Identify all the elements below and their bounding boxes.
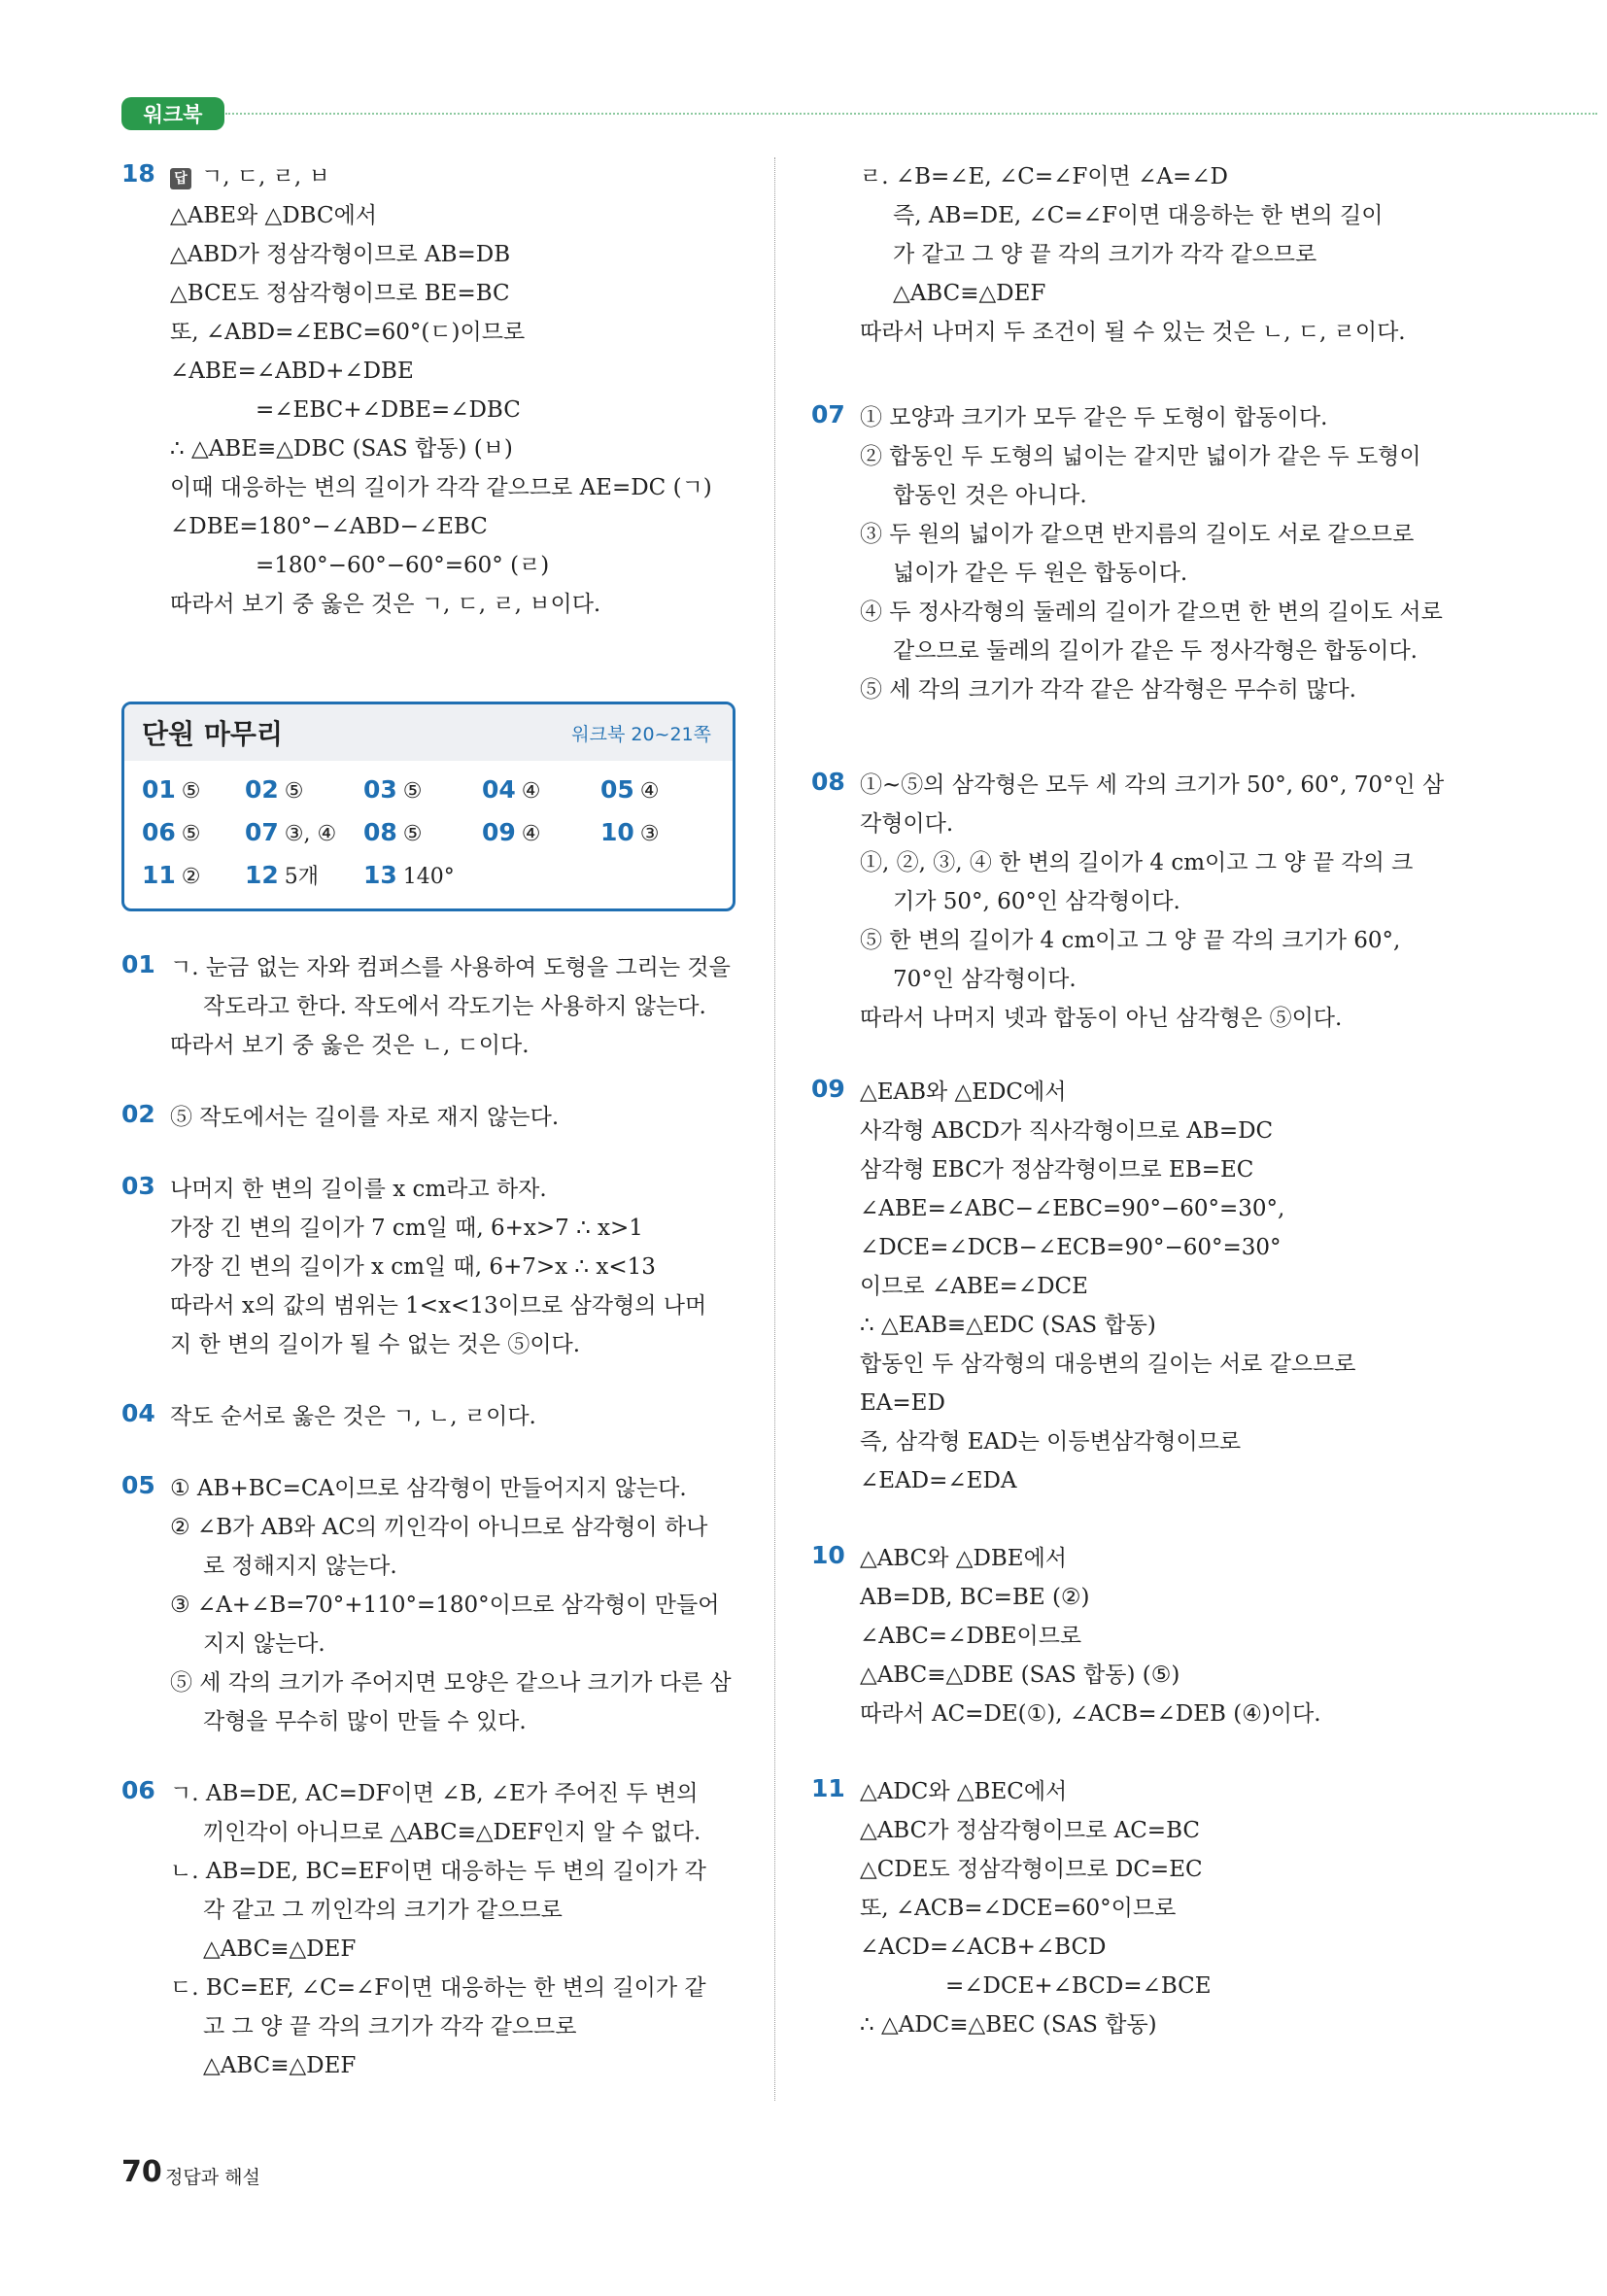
summary-answer-value: ⑤ [402,822,423,846]
solution-text: 따라서 보기 중 옳은 것은 ㄴ, ㄷ이다. [170,1033,530,1058]
solution-text: ∴ △ADC≡△BEC (SAS 합동) [860,2012,1157,2038]
solution-line [860,476,1433,515]
problem-08 [811,766,1445,1038]
solution-line [170,1586,743,1625]
summary-answer-number: 05 [600,775,634,804]
answer-mark-icon: 답 [170,168,191,189]
problem-number: 09 [811,1075,845,1103]
solution-line [860,235,1433,274]
solution-line [860,1578,1433,1617]
summary-answer-number: 02 [245,775,279,804]
summary-answer [363,817,482,854]
solution-line [860,1695,1433,1733]
solution-text: ① 모양과 크기가 모두 같은 두 도형이 합동이다. [860,405,1328,430]
summary-answer-number: 01 [142,775,176,804]
solution-text: ∠DBE=180°−∠ABD−∠EBC [170,514,488,539]
page-number: 70 [121,2155,162,2189]
solution-line [170,1774,743,1813]
solution-line [170,1969,743,2007]
solution-line [860,766,1445,805]
solution-text: ⑤ 작도에서는 길이를 자로 재지 않는다. [170,1105,560,1130]
solution-line [860,274,1433,313]
problem-04 [121,1397,743,1436]
summary-answer-number: 10 [600,818,634,846]
solution-text: △CDE도 정삼각형이므로 DC=EC [860,1857,1203,1882]
solution-text: 지 한 변의 길이가 될 수 없는 것은 ⑤이다. [170,1332,581,1357]
solution-line [860,1384,1433,1422]
solution-text: 따라서 x의 값의 범위는 1<x<13이므로 삼각형의 나머 [170,1293,707,1319]
solution-line [860,515,1433,554]
summary-title: 단원 마무리 [142,718,283,750]
summary-answer [600,817,717,854]
solution-text: ∠DCE=∠DCB−∠ECB=90°−60°=30° [860,1235,1282,1260]
problem-07 [811,398,1443,709]
solution-text: ∴ △ABE≡△DBC (SAS 합동) (ㅂ) [170,436,513,462]
solution-line [860,1073,1433,1112]
solution-line [860,1889,1433,1928]
solution-text: △ABC가 정삼각형이므로 AC=BC [860,1818,1200,1843]
solution-text: 가장 긴 변의 길이가 x cm일 때, 6+7>x ∴ x<13 [170,1254,656,1280]
solution-text: △EAB와 △EDC에서 [860,1079,1067,1105]
summary-answer [245,860,363,897]
solution-text: =∠DCE+∠BCD=∠BCE [945,1973,1212,1999]
solution-text: 각 같고 그 끼인각의 크기가 같으므로 [203,1898,563,1923]
solution-line [170,1702,743,1741]
solution-line [170,1325,743,1364]
solution-text: =180°−60°−60°=60° (ㄹ) [256,553,550,578]
problem-number: 05 [121,1471,155,1499]
solution-text: 따라서 나머지 넷과 합동이 아닌 삼각형은 ⑤이다. [860,1006,1343,1031]
summary-answer-value: ⑤ [402,779,423,804]
problem-number: 04 [121,1399,155,1427]
solution-line [860,1228,1433,1267]
solution-line [170,1930,743,1969]
solution-text: ③ 두 원의 넓이가 같으면 반지름의 길이도 서로 같으므로 [860,522,1415,547]
solution-line [860,1967,1433,2005]
problem-02 [121,1098,743,1137]
solution-line [170,1248,743,1286]
solution-text: 고 그 양 끝 각의 크기가 각각 같으므로 [203,2014,577,2039]
solution-text: ∴ △EAB≡△EDC (SAS 합동) [860,1313,1156,1338]
solution-line [170,1891,743,1930]
summary-answer-value: ② [181,865,201,889]
summary-answer [600,774,717,811]
solution-text: ①~⑤의 삼각형은 모두 세 각의 크기가 50°, 60°, 70°인 삼 [860,772,1445,798]
solution-line [170,1813,743,1852]
solution-text: ⑤ 세 각의 크기가 주어지면 모양은 같으나 크기가 다른 삼 [170,1670,732,1696]
solution-text: △ADC와 △BEC에서 [860,1779,1068,1804]
solution-text: △ABC≡△DEF [203,1936,357,1962]
solution-text: 지지 않는다. [203,1631,325,1657]
problem-number: 18 [121,159,155,188]
solution-text: ② 합동인 두 도형의 넓이는 같지만 넓이가 같은 두 도형이 [860,444,1421,469]
solution-text: 끼인각이 아니므로 △ABC≡△DEF인지 알 수 없다. [203,1820,701,1845]
problem-number: 03 [121,1172,155,1200]
solution-line [170,1170,743,1209]
solution-text: △ABC≡△DEF [203,2053,357,2078]
right-column [811,157,1445,2077]
summary-answer [363,774,482,811]
solution-line [860,670,1433,709]
problem-number: 07 [811,400,845,428]
solution-line [170,546,743,585]
problem-number: 08 [811,768,845,796]
summary-answer [363,860,482,897]
solution-line [170,235,743,274]
solution-line [860,554,1433,593]
solution-line [170,313,743,352]
solution-text: 이므로 ∠ABE=∠DCE [860,1274,1088,1299]
summary-answer-number: 07 [245,818,279,846]
summary-answer-number: 13 [363,861,397,889]
solution-line [860,593,1443,632]
solution-line [170,352,743,391]
left-column [121,157,743,2118]
solution-line [860,921,1433,960]
solution-text: 또, ∠ABD=∠EBC=60°(ㄷ)이므로 [170,320,526,345]
solution-line [170,196,743,235]
solution-text: △BCE도 정삼각형이므로 BE=BC [170,281,510,306]
solution-text: 삼각형 EBC가 정삼각형이므로 EB=EC [860,1157,1254,1182]
solution-line [860,1539,1433,1578]
summary-answer [142,860,245,897]
summary-answer [245,817,363,854]
solution-text: ㄱ. AB=DE, AC=DF이면 ∠B, ∠E가 주어진 두 변의 [170,1781,699,1806]
summary-answer-value: ⑤ [181,822,201,846]
solution-text: ① AB+BC=CA이므로 삼각형이 만들어지지 않는다. [170,1476,687,1501]
solution-text: 로 정해지지 않는다. [203,1554,397,1579]
solution-line [860,437,1433,476]
solution-line [860,1461,1433,1500]
solution-text: 이때 대응하는 변의 길이가 각각 같으므로 AE=DC (ㄱ) [170,475,712,500]
solution-line [860,196,1433,235]
solution-line [170,391,743,429]
problem-continued [811,157,1433,352]
solution-line [170,1026,743,1065]
solution-text: ∠ABC=∠DBE이므로 [860,1624,1082,1649]
page-label: 정답과 해설 [165,2167,260,2188]
solution-text: 또, ∠ACB=∠DCE=60°이므로 [860,1896,1177,1921]
summary-answer [482,817,600,854]
solution-text: △ABD가 정삼각형이므로 AB=DB [170,242,511,267]
solution-text: ⑤ 한 변의 길이가 4 cm이고 그 양 끝 각의 크기가 60°, [860,928,1401,953]
solution-line [860,999,1433,1038]
solution-line [170,429,743,468]
solution-text: 가 같고 그 양 끝 각의 크기가 각각 같으므로 [893,242,1317,267]
solution-line [170,1469,743,1508]
solution-line [860,960,1433,999]
solution-text: ㄴ. AB=DE, BC=EF이면 대응하는 두 변의 길이가 각 [170,1859,706,1884]
solution-line [170,2046,743,2085]
summary-answer-value: ④ [521,822,541,846]
solution-text: ∠EAD=∠EDA [860,1468,1017,1493]
solution-text: △ABC≡△DEF [893,281,1046,306]
solution-text: 사각형 ABCD가 직사각형이므로 AB=DC [860,1118,1274,1144]
solution-line [860,1306,1433,1345]
solution-line [860,1850,1433,1889]
solution-line [170,1663,743,1702]
summary-answer-value: ④ [521,779,541,804]
header-rule [225,113,1597,115]
solution-line [860,805,1433,843]
solution-line [860,1189,1433,1228]
summary-answer-number: 12 [245,861,279,889]
solution-line [170,1397,743,1436]
solution-text: ㄷ. BC=EF, ∠C=∠F이면 대응하는 한 변의 길이가 같 [170,1975,706,2001]
solution-text: 따라서 AC=DE(①), ∠ACB=∠DEB (④)이다. [860,1701,1321,1727]
summary-header [124,704,733,761]
solution-text: △ABC와 △DBE에서 [860,1546,1068,1571]
solution-line [860,1656,1433,1695]
problem-number: 01 [121,950,155,978]
solution-text: ⑤ 세 각의 크기가 각각 같은 삼각형은 무수히 많다. [860,677,1356,703]
solution-line [860,1112,1433,1150]
solution-text: △ABC≡△DBE (SAS 합동) (⑤) [860,1662,1180,1688]
solution-text: 합동인 것은 아니다. [893,483,1087,508]
solution-text: 각형이다. [860,811,954,837]
solution-line [860,843,1433,882]
solution-line [170,274,743,313]
problem-18 [121,157,743,624]
solution-text: ④ 두 정사각형의 둘레의 길이가 같으면 한 변의 길이도 서로 [860,600,1443,625]
summary-answer-number: 04 [482,775,516,804]
solution-text: 작도라고 한다. 작도에서 각도기는 사용하지 않는다. [203,994,706,1019]
summary-answer-number: 06 [142,818,176,846]
solution-text: 따라서 나머지 두 조건이 될 수 있는 것은 ㄴ, ㄷ, ㄹ이다. [860,320,1406,345]
solution-text: 70°인 삼각형이다. [893,967,1077,992]
column-divider [774,157,775,2101]
summary-answer-value: 140° [402,865,455,889]
problem-number: 02 [121,1100,155,1128]
solution-line [170,1508,743,1547]
solution-line [170,468,743,507]
solution-line [860,157,1433,196]
solution-text: 작도 순서로 옳은 것은 ㄱ, ㄴ, ㄹ이다. [170,1404,536,1429]
solution-text: 나머지 한 변의 길이를 x cm라고 하자. [170,1177,547,1202]
solution-text: ∠ABE=∠ABC−∠EBC=90°−60°=30°, [860,1196,1285,1221]
solution-line [170,1852,743,1891]
problem-number: 06 [121,1776,155,1804]
solution-text: 기가 50°, 60°인 삼각형이다. [893,889,1180,914]
solution-text: ③ ∠A+∠B=70°+110°=180°이므로 삼각형이 만들어 [170,1593,720,1618]
problem-03 [121,1170,743,1364]
solution-line [860,632,1433,670]
solution-text: ㄱ. 눈금 없는 자와 컴퍼스를 사용하여 도형을 그리는 것을 [170,955,731,980]
summary-answer-number: 11 [142,861,176,889]
solution-text: ② ∠B가 AB와 AC의 끼인각이 아니므로 삼각형이 하나 [170,1515,708,1540]
solution-line [860,1267,1433,1306]
problem-11 [811,1772,1433,2044]
summary-answer [142,817,245,854]
solution-line [860,313,1433,352]
solution-line [860,882,1433,921]
solution-line [170,948,743,987]
solution-line [170,2007,743,2046]
solution-line [170,1098,743,1137]
summary-answer-grid [124,761,733,897]
solution-text: 각형을 무수히 많이 만들 수 있다. [203,1709,527,1734]
solution-text: ∠ACD=∠ACB+∠BCD [860,1935,1107,1960]
solution-line [860,1617,1433,1656]
problem-01 [121,948,743,1065]
solution-line [170,1625,743,1663]
summary-answer-number: 03 [363,775,397,804]
summary-answer-value: ③ [639,822,660,846]
solution-line [860,1811,1433,1850]
problem-number: 11 [811,1774,845,1802]
solution-text: △ABE와 △DBC에서 [170,203,378,228]
solution-line [170,157,743,196]
solution-line [170,1209,743,1248]
solution-text: ①, ②, ③, ④ 한 변의 길이가 4 cm이고 그 양 끝 각의 크 [860,850,1414,875]
problem-05 [121,1469,743,1741]
summary-answer [482,774,600,811]
problem-09 [811,1073,1433,1500]
solution-text: ㄹ. ∠B=∠E, ∠C=∠F이면 ∠A=∠D [860,164,1228,189]
solution-text: 즉, 삼각형 EAD는 이등변삼각형이므로 [860,1429,1242,1455]
solution-line [170,507,743,546]
problem-06 [121,1774,743,2085]
solution-text: 합동인 두 삼각형의 대응변의 길이는 서로 같으므로 [860,1352,1356,1377]
solution-line [170,1547,743,1586]
solution-text: AB=DB, BC=BE (②) [860,1585,1090,1610]
solution-text: 가장 긴 변의 길이가 7 cm일 때, 6+x>7 ∴ x>1 [170,1216,643,1241]
problem-number: 10 [811,1541,845,1569]
solution-line [860,1345,1433,1384]
solution-line [860,1772,1433,1811]
summary-answer-value: ③, ④ [284,822,337,846]
solution-line [860,398,1433,437]
unit-summary-box [121,702,735,911]
solution-line [170,987,743,1026]
summary-answer [142,774,245,811]
solution-text: 같으므로 둘레의 길이가 같은 두 정사각형은 합동이다. [893,638,1418,664]
summary-answer-value: 5개 [284,865,320,889]
solution-text: 넓이가 같은 두 원은 합동이다. [893,561,1188,586]
solution-text: ㄱ, ㄷ, ㄹ, ㅂ [201,164,330,189]
solution-text: =∠EBC+∠DBE=∠DBC [256,397,521,423]
solution-line [170,1286,743,1325]
workbook-badge: 워크북 [121,97,224,130]
solution-line [170,585,743,624]
solution-text: EA=ED [860,1390,945,1416]
solution-line [860,1422,1433,1461]
summary-answer-value: ④ [639,779,660,804]
summary-answer-value: ⑤ [284,779,304,804]
summary-answer-number: 08 [363,818,397,846]
solution-text: 따라서 보기 중 옳은 것은 ㄱ, ㄷ, ㄹ, ㅂ이다. [170,592,601,617]
solution-line [860,1150,1433,1189]
summary-answer [245,774,363,811]
problem-10 [811,1539,1433,1733]
summary-page-ref: 워크북 20~21쪽 [571,723,711,745]
solution-line [860,2005,1433,2044]
solution-text: 즉, AB=DE, ∠C=∠F이면 대응하는 한 변의 길이 [893,203,1384,228]
solution-text: ∠ABE=∠ABD+∠DBE [170,359,414,384]
summary-answer-number: 09 [482,818,516,846]
summary-answer-value: ⑤ [181,779,201,804]
solution-line [860,1928,1433,1967]
